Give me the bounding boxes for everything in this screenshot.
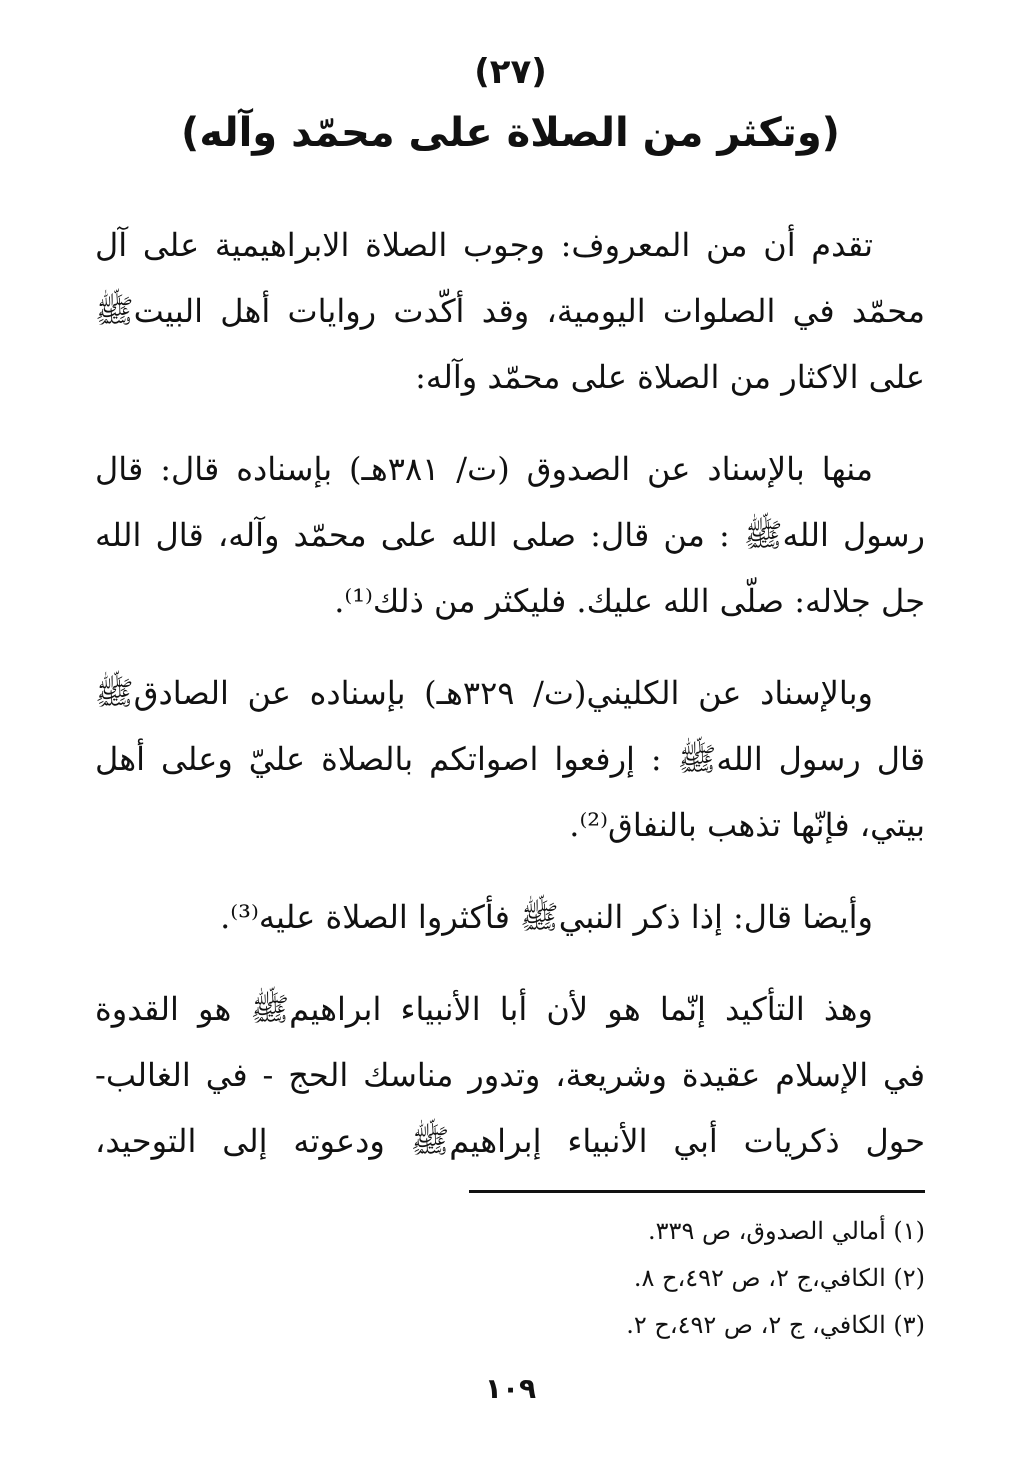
paragraph-line: وبالإسناد عن الكليني(ت/ ٣٢٩هـ) بإسناده عن الصادقﷺ bbox=[95, 674, 874, 712]
footnote-3: (٣) الكافي، ج ٢، ص ٤٩٢،ح ٢. bbox=[626, 1311, 925, 1339]
paragraph-1 bbox=[95, 212, 925, 410]
paragraph-line: وأيضا قال: إذا ذكر النبيﷺ فأكثروا الصلاة عليه⁽³⁾. bbox=[220, 898, 873, 936]
paragraph-line: رسول اللهﷺ : من قال: صلى الله على محمّد وآله، قال الله bbox=[95, 516, 925, 554]
page-number: ١٠٩ bbox=[484, 1372, 537, 1405]
footnote-2: (٢) الكافي،ج ٢، ص ٤٩٢،ح ٨. bbox=[633, 1264, 925, 1292]
paragraph-line: منها بالإسناد عن الصدوق (ت/ ٣٨١هـ) بإسناده قال: قال bbox=[95, 450, 874, 488]
paragraph-line: وهذ التأكيد إنّما هو لأن أبا الأنبياء ابراهيمﷺ هو القدوة bbox=[95, 990, 874, 1028]
chapter-number: (٢٧) bbox=[474, 52, 547, 92]
paragraph-line: حول ذكريات أبي الأنبياء إبراهيمﷺ ودعوته إلى التوحيد، bbox=[95, 1122, 925, 1160]
paragraph-line: على الاكثار من الصلاة على محمّد وآله: bbox=[415, 358, 925, 396]
paragraph-line: تقدم أن من المعروف: وجوب الصلاة الابراهيمية على آل bbox=[95, 226, 873, 264]
paragraph-line: في الإسلام عقيدة وشريعة، وتدور مناسك الحج - في الغالب- bbox=[95, 1056, 925, 1094]
paragraph-line: جل جلاله: صلّى الله عليك. فليكثر من ذلك⁽¹⁾. bbox=[334, 582, 925, 620]
footnote-1: (١) أمالي الصدوق، ص ٣٣٩. bbox=[648, 1217, 925, 1245]
chapter-title: (وتكثر من الصلاة على محمّد وآله) bbox=[181, 110, 840, 156]
paragraph-line: بيتي، فإنّها تذهب بالنفاق⁽²⁾. bbox=[569, 806, 925, 844]
paragraph-line: محمّد في الصلوات اليومية، وقد أكّدت روايات أهل البيتﷺ bbox=[95, 292, 925, 330]
paragraph-4 bbox=[95, 884, 925, 950]
paragraph-3 bbox=[95, 660, 925, 858]
body-text bbox=[95, 212, 925, 1200]
paragraph-2 bbox=[95, 436, 925, 634]
paragraph-5 bbox=[95, 976, 925, 1174]
footnote-divider bbox=[469, 1190, 925, 1193]
paragraph-line: قال رسول اللهﷺ : إرفعوا اصواتكم بالصلاة عليّ وعلى أهل bbox=[95, 740, 925, 778]
footnotes bbox=[325, 1208, 925, 1349]
